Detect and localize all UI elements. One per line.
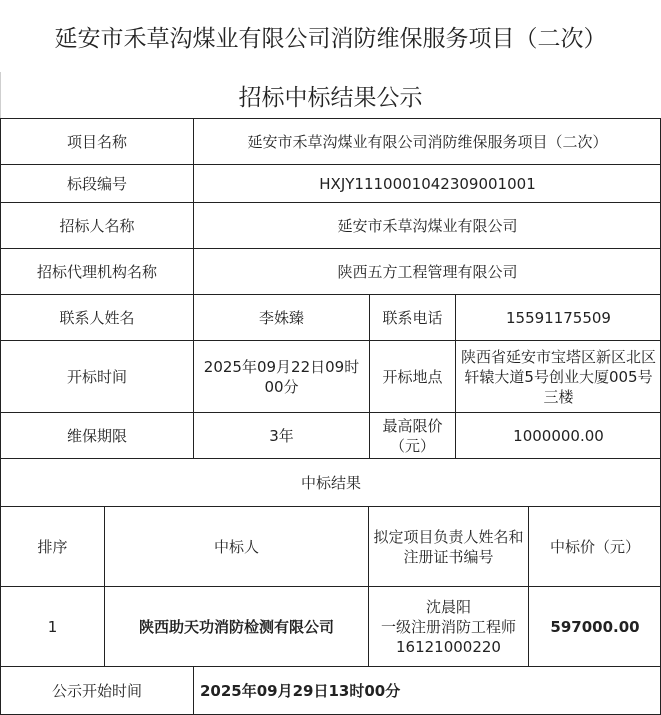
tenderer-value: 延安市禾草沟煤业有限公司 [193,202,661,248]
open-time-label: 开标时间 [0,340,193,412]
result-price: 597000.00 [528,586,661,666]
project-name-value: 延安市禾草沟煤业有限公司消防维保服务项目（二次） [193,118,661,164]
project-name-label: 项目名称 [0,118,193,164]
period-value: 3年 [193,412,369,458]
phone-label: 联系电话 [369,294,455,340]
result-table [0,118,661,715]
col-rank-header: 排序 [0,506,104,586]
period-label: 维保期限 [0,412,193,458]
max-price-value: 1000000.00 [455,412,661,458]
result-rank: 1 [0,586,104,666]
open-place-value: 陕西省延安市宝塔区新区北区轩辕大道5号创业大厦005号三楼 [455,340,661,412]
manager-cert-no: 16121000220 [396,637,501,656]
agency-value: 陕西五方工程管理有限公司 [193,248,661,294]
open-place-label: 开标地点 [369,340,455,412]
manager-cert-type: 一级注册消防工程师 [380,617,516,636]
page-title: 延安市禾草沟煤业有限公司消防维保服务项目（二次） [54,26,607,52]
phone-value: 15591175509 [455,294,661,340]
col-manager-header: 拟定项目负责人姓名和注册证书编号 [368,506,528,586]
contact-label: 联系人姓名 [0,294,193,340]
page-subtitle: 招标中标结果公示 [238,85,423,111]
open-time-value: 2025年09月22日09时00分 [193,340,369,412]
col-winner-header: 中标人 [104,506,368,586]
contact-value: 李姝臻 [193,294,369,340]
result-winner: 陕西助天功消防检测有限公司 [104,586,368,666]
publicity-start-value: 2025年09月29日13时00分 [193,666,661,715]
section-no-value: HXJY1110001042309001001 [193,164,661,202]
tenderer-label: 招标人名称 [0,202,193,248]
max-price-label: 最高限价（元） [369,412,455,458]
manager-name: 沈晨阳 [425,597,471,616]
col-price-header: 中标价（元） [528,506,661,586]
result-manager [368,586,528,666]
agency-label: 招标代理机构名称 [0,248,193,294]
publicity-start-label: 公示开始时间 [0,666,193,715]
result-section-title: 中标结果 [0,458,661,506]
section-no-label: 标段编号 [0,164,193,202]
